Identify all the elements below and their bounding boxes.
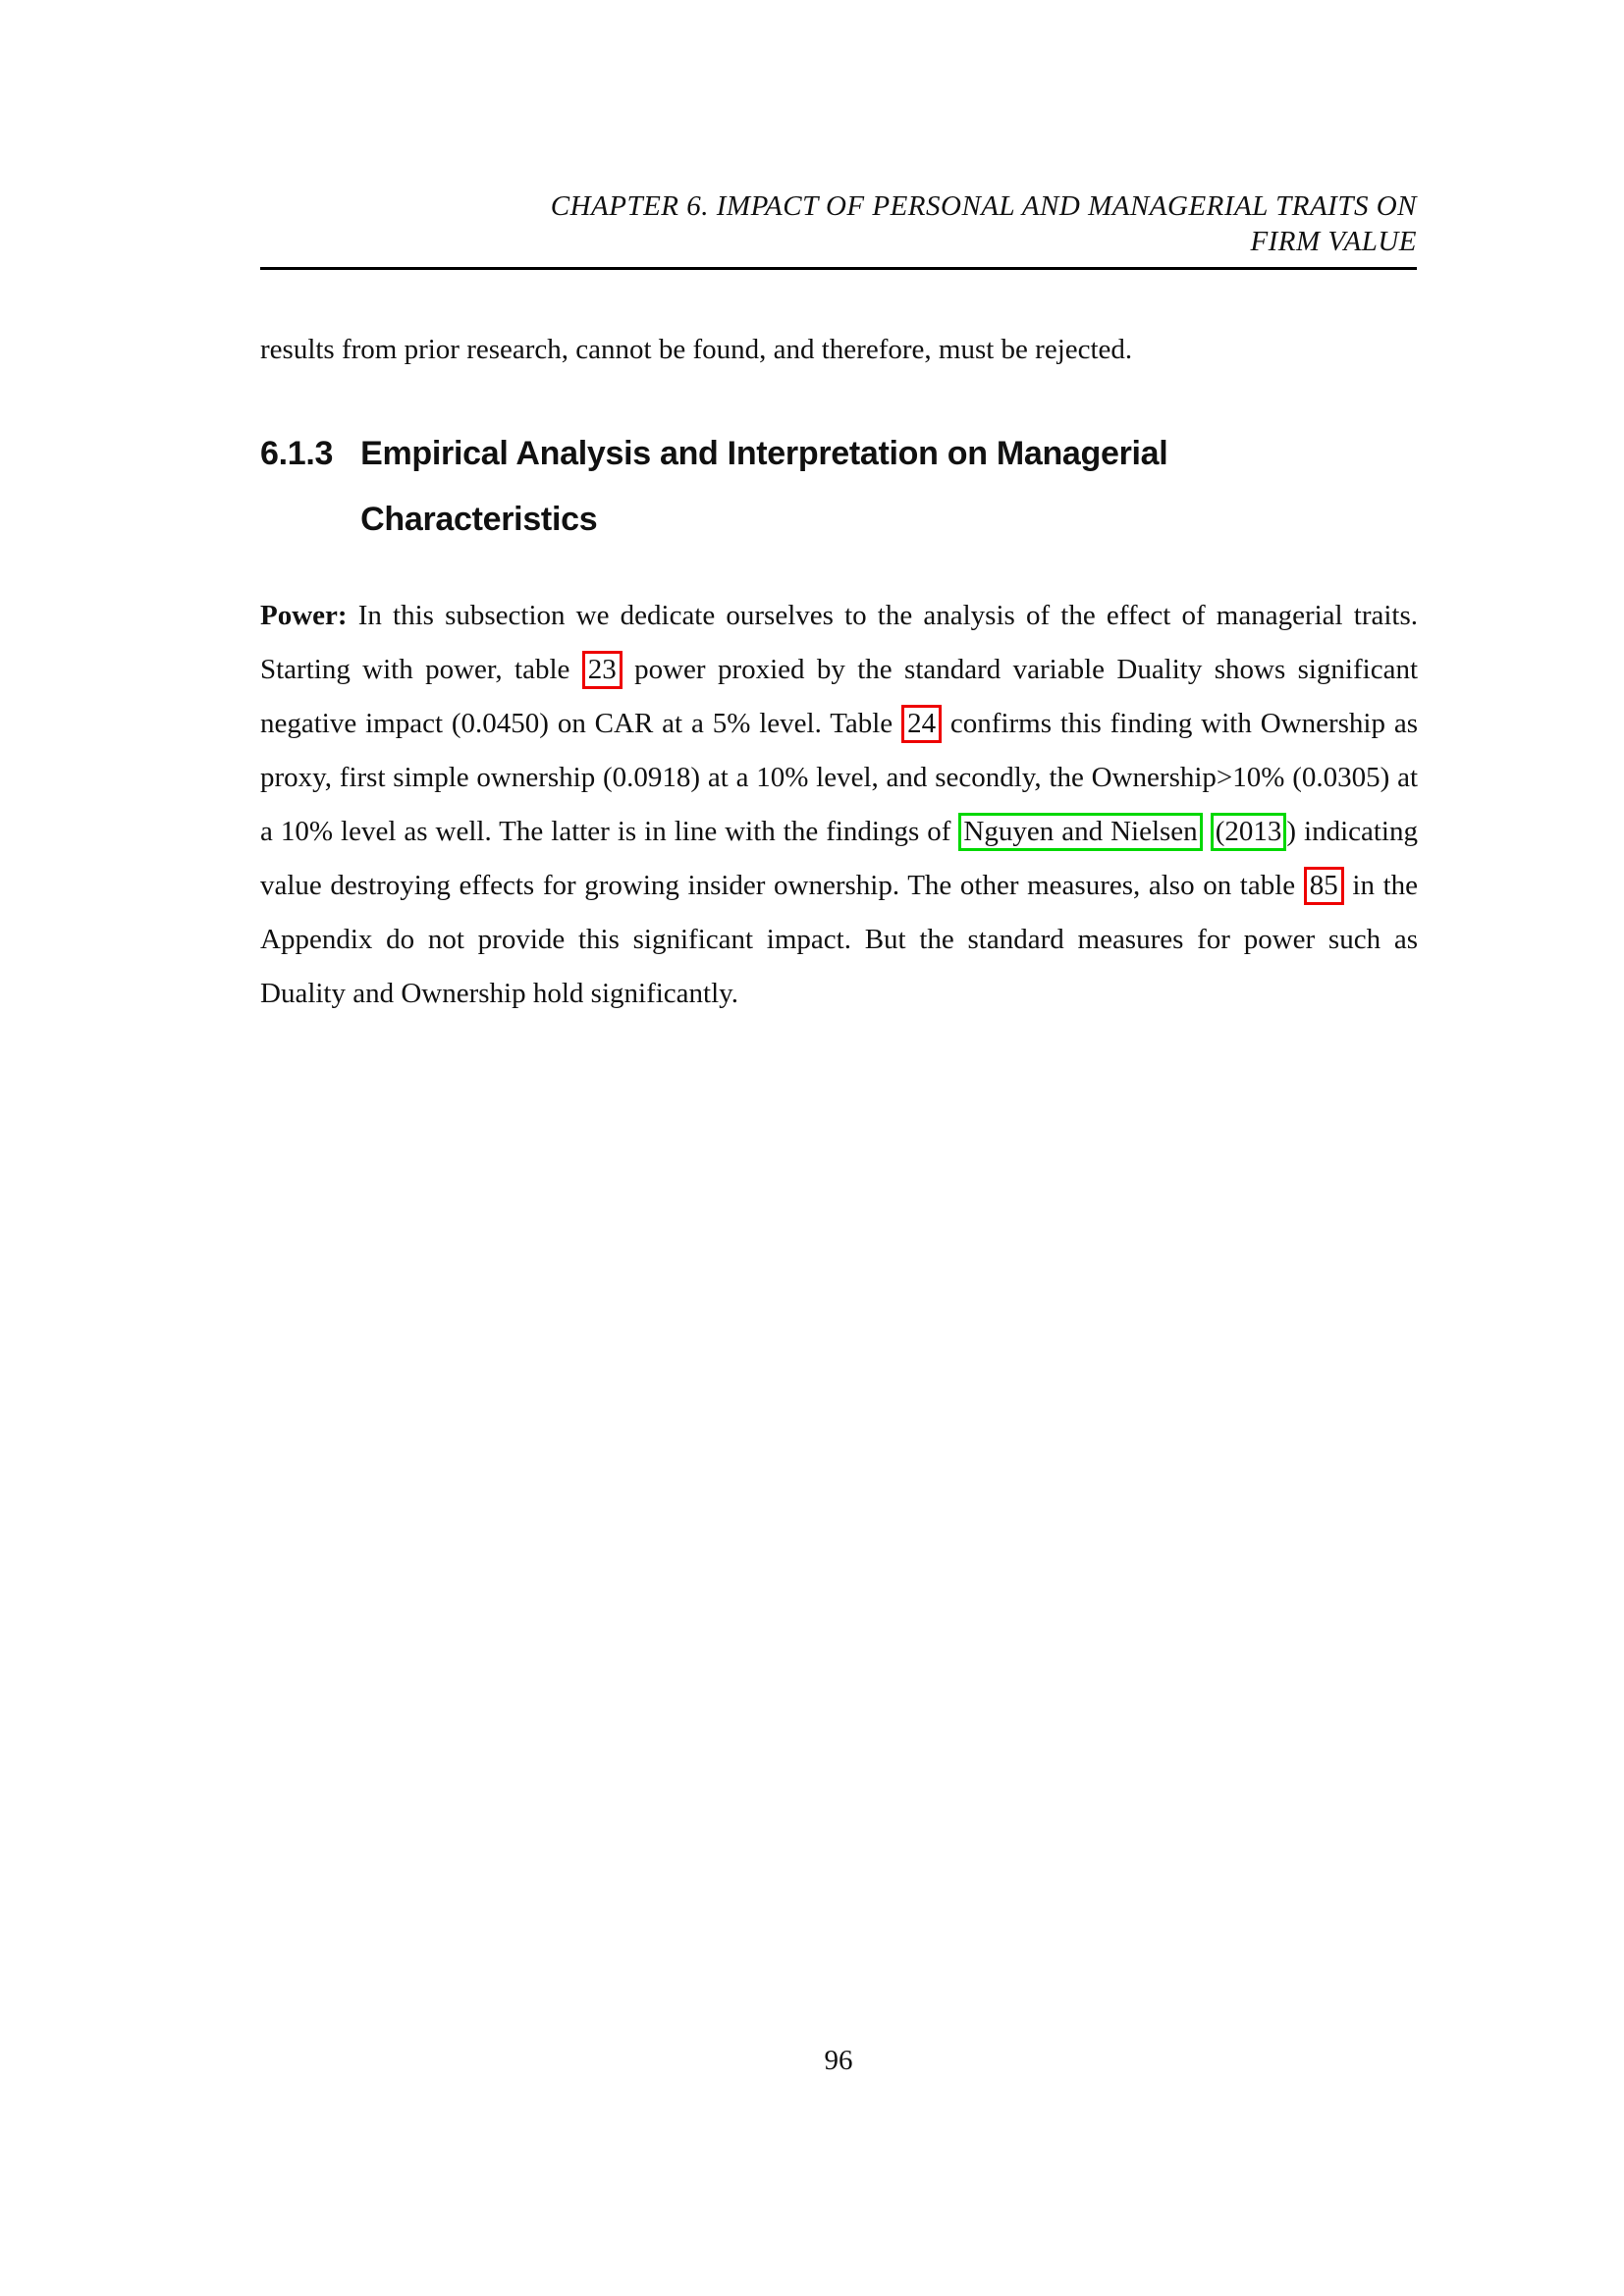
running-header-line-1: CHAPTER 6. IMPACT OF PERSONAL AND MANAGERIAL TRAITS ON [550,190,1417,222]
running-header [260,188,1417,259]
citation-link[interactable]: Nguyen and Nielsen [958,813,1202,851]
section-title [360,433,1167,540]
citation-link[interactable]: (2013 [1211,813,1287,851]
paragraph-text: ) indicating value destroying effects for growing insider ownership. The other measures, also on table [260,816,1418,901]
table-ref-link[interactable]: 24 [901,705,942,743]
paragraph-lead-label: Power: [260,600,348,631]
paragraph-text: in the Appendix do not provide this significant impact. But the standard measures for power such as Duality and Ownership hold significantly. [260,870,1418,1009]
header-rule [260,267,1417,270]
section-title-line-1: Empirical Analysis and Interpretation on Managerial [360,435,1168,472]
paragraph-text: confirms this finding with Ownership as proxy, first simple ownership (0.0918) at a 10% level, and secondly, the Ownership>10% (0.0305) at a 10% level as well. The latter is in line with the findings of [260,708,1419,847]
paragraph-text [1203,816,1211,847]
intro-paragraph: results from prior research, cannot be found, and therefore, must be rejected. [260,334,1133,365]
page-number: 96 [824,2045,853,2076]
section-title-line-2: Characteristics [360,501,598,538]
paragraph-text: power proxied by the standard variable Duality shows significant negative impact (0.0450) on CAR at a 5% level. Table [260,654,1419,739]
section-number: 6.1.3 [260,435,334,472]
table-ref-link[interactable]: 85 [1304,867,1344,905]
running-header-line-2: FIRM VALUE [1250,226,1417,257]
table-ref-link[interactable]: 23 [582,651,623,689]
paragraph-text: In this subsection we dedicate ourselves to the analysis of the effect of managerial traits. Starting with power, table [260,600,1418,685]
section-heading [260,433,1424,540]
body-paragraph [260,589,1418,1021]
